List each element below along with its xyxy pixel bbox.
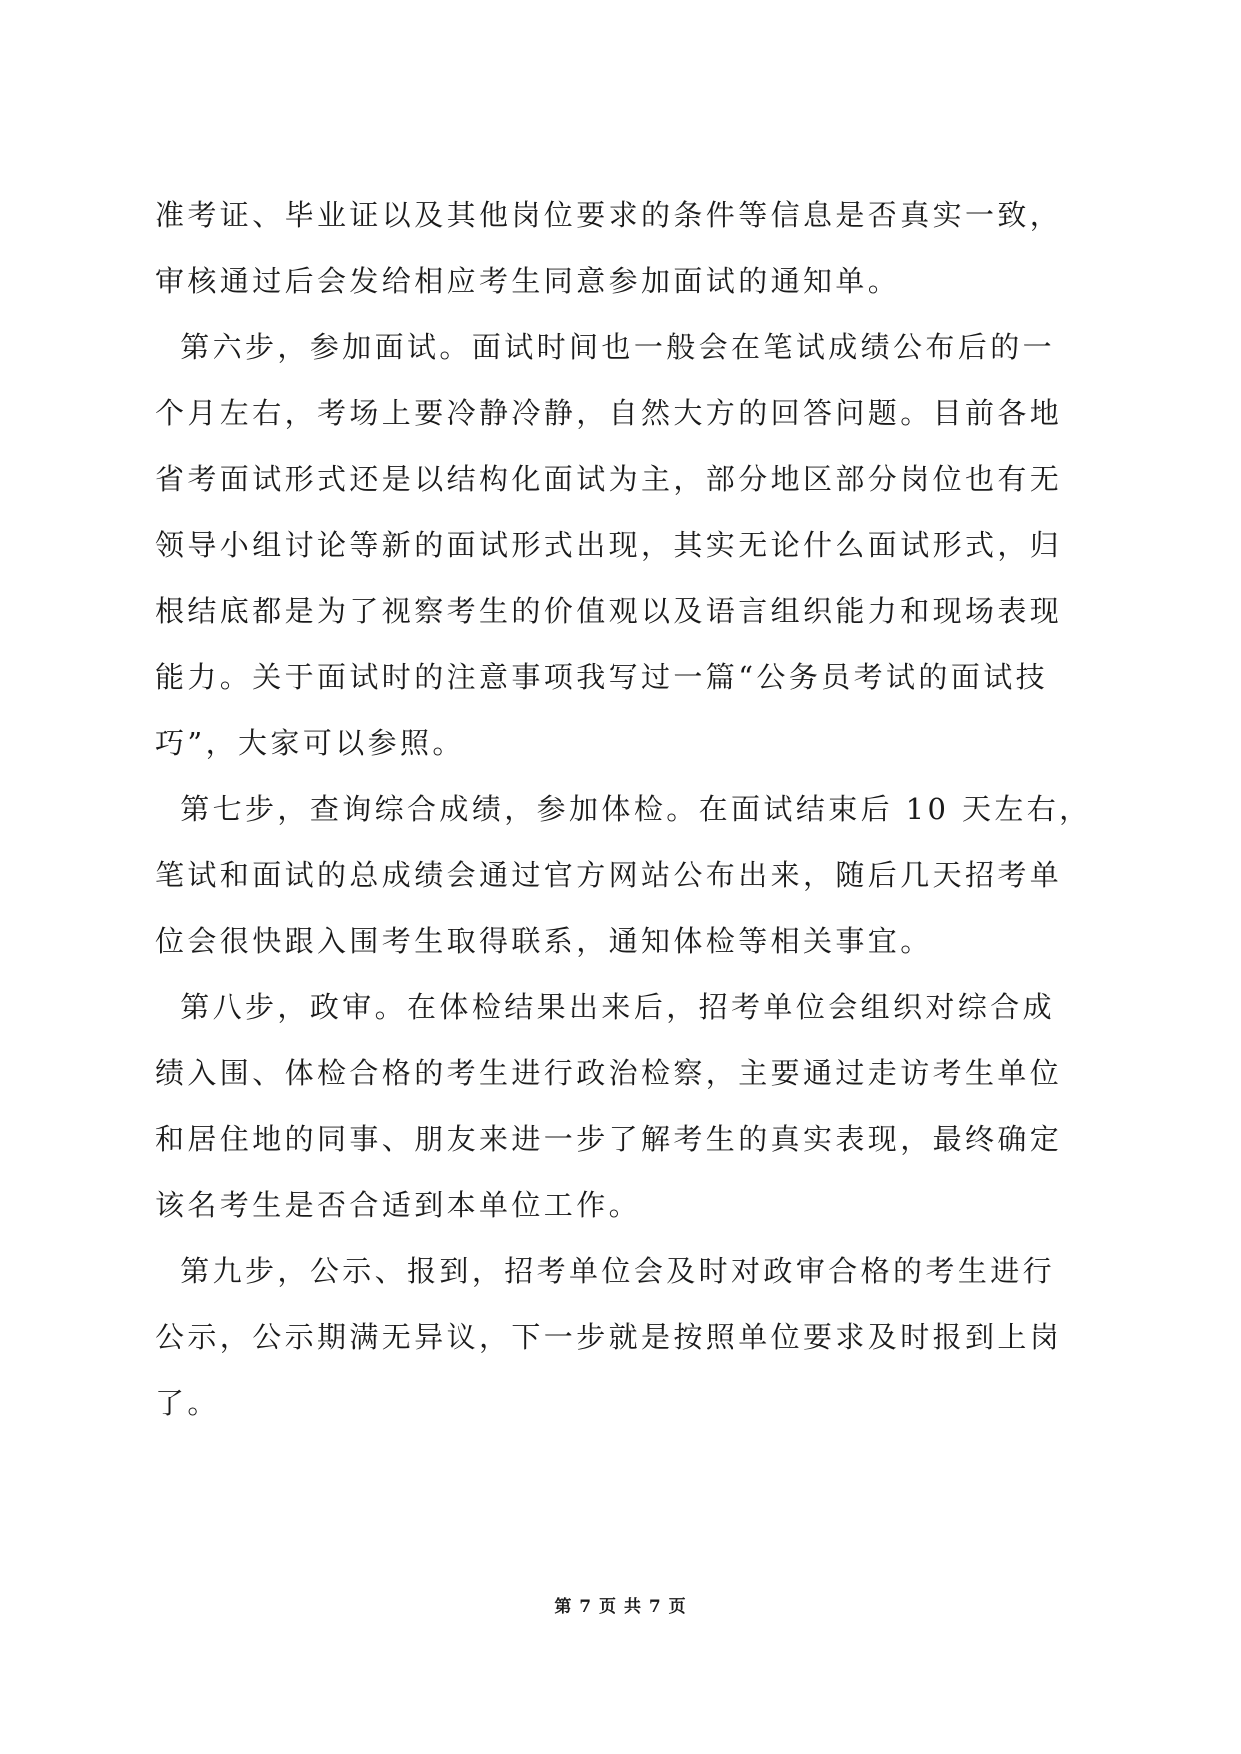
text-line: 和居住地的同事、朋友来进一步了解考生的真实表现，最终确定 — [155, 1122, 1063, 1156]
text-line: 领导小组讨论等新的面试形式出现，其实无论什么面试形式，归 — [155, 528, 1063, 562]
text-line: 省考面试形式还是以结构化面试为主，部分地区部分岗位也有无 — [155, 462, 1063, 496]
text-line: 第七步，查询综合成绩，参加体检。在面试结束后 10 天左右， — [155, 792, 1092, 826]
body-text — [155, 182, 1095, 1436]
text-line: 巧”，大家可以参照。 — [155, 726, 465, 760]
text-line: 根结底都是为了视察考生的价值观以及语言组织能力和现场表现 — [155, 594, 1063, 628]
text-line: 绩入围、体检合格的考生进行政治检察，主要通过走访考生单位 — [155, 1056, 1063, 1090]
text-line: 能力。关于面试时的注意事项我写过一篇“公务员考试的面试技 — [155, 660, 1049, 694]
text-line: 该名考生是否合适到本单位工作。 — [155, 1188, 642, 1222]
text-line: 第八步，政审。在体检结果出来后，招考单位会组织对综合成 — [155, 990, 1056, 1024]
page-number-footer: 第 7 页 共 7 页 — [554, 1597, 687, 1617]
text-line: 审核通过后会发给相应考生同意参加面试的通知单。 — [155, 264, 901, 298]
text-line: 公示，公示期满无异议，下一步就是按照单位要求及时报到上岗 — [155, 1320, 1063, 1354]
text-line: 准考证、毕业证以及其他岗位要求的条件等信息是否真实一致， — [155, 198, 1063, 232]
text-line: 了。 — [155, 1386, 220, 1420]
text-line: 个月左右，考场上要冷静冷静，自然大方的回答问题。目前各地 — [155, 396, 1063, 430]
text-line: 笔试和面试的总成绩会通过官方网站公布出来，随后几天招考单 — [155, 858, 1063, 892]
text-line: 第九步，公示、报到，招考单位会及时对政审合格的考生进行 — [155, 1254, 1056, 1288]
text-line: 第六步，参加面试。面试时间也一般会在笔试成绩公布后的一 — [155, 330, 1056, 364]
text-line: 位会很快跟入围考生取得联系，通知体检等相关事宜。 — [155, 924, 933, 958]
